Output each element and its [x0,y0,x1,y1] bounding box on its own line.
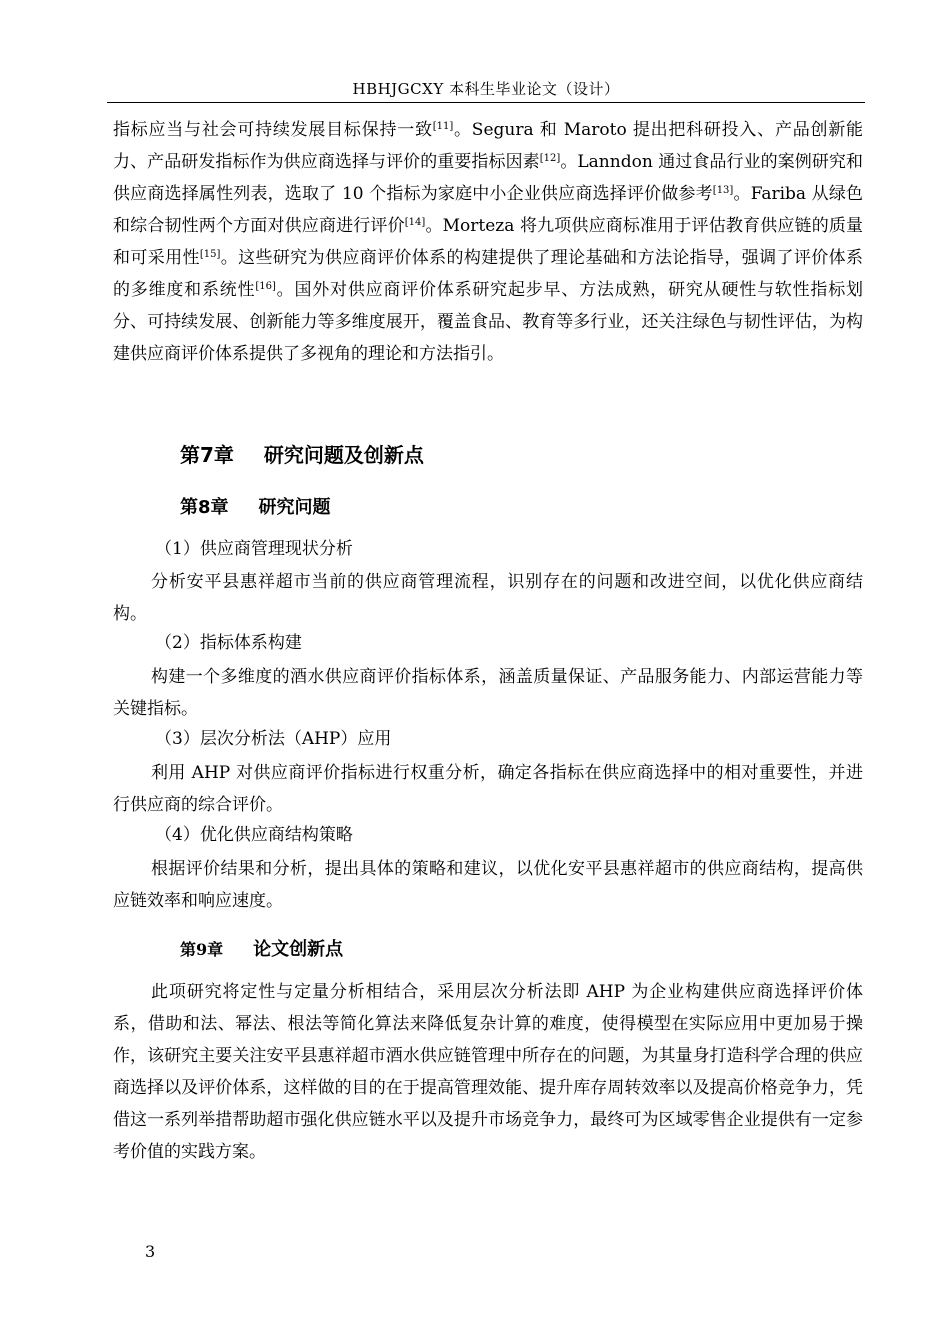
citation-16: [16] [255,281,276,292]
citation-11: [11] [432,121,454,132]
item-1-body: 分析安平县惠祥超市当前的供应商管理流程，识别存在的问题和改进空间，以优化供应商结构。 [113,572,863,624]
chapter-7-heading [180,441,424,469]
intro-text-5: 。Morteza 将九项供应商标准用于评估教育供应链的质量和可采用性 [113,216,864,268]
chapter-9-heading [180,937,343,963]
item-4-title: （4）优化供应商结构策略 [155,825,353,845]
intro-text-2: 。Segura 和 Maroto 提出把科研投入、产品创新能力、产品研发指标作为供应商选择与评价的重要指标因素 [113,120,864,172]
item-2-title: （2）指标体系构建 [155,633,302,653]
chapter-7-title: 研究问题及创新点 [263,443,424,467]
citation-14: [14] [404,217,426,228]
intro-paragraph [113,114,863,370]
item-1-title: （1）供应商管理现状分析 [155,539,353,559]
chapter-9-title: 论文创新点 [253,939,344,960]
header-rule [107,102,865,103]
item-2-body: 构建一个多维度的酒水供应商评价指标体系，涵盖质量保证、产品服务能力、内部运营能力等关键指标。 [113,667,863,719]
citation-15: [15] [199,249,221,260]
chapter-8-number: 第8章 [180,497,229,518]
page-number: 3 [145,1242,156,1261]
item-3-body: 利用 AHP 对供应商评价指标进行权重分析，确定各指标在供应商选择中的相对重要性，并进行供应商的综合评价。 [113,763,863,815]
chapter-7-number: 第7章 [180,443,234,467]
item-4-body: 根据评价结果和分析，提出具体的策略和建议，以优化安平县惠祥超市的供应商结构，提高供应链效率和响应速度。 [113,859,863,911]
intro-text-6: 。这些研究为供应商评价体系的构建提供了理论基础和方法论指导，强调了评价体系的多维度和系统性 [113,248,864,300]
intro-text-1: 指标应当与社会可持续发展目标保持一致 [113,120,433,140]
chapter-9-number: 第9章 [180,940,224,959]
intro-text-7: 。国外对供应商评价体系研究起步早、方法成熟，研究从硬性与软性指标划分、可持续发展、创新能力等多维度展开，覆盖食品、教育等多行业，还关注绿色与韧性评估，为构建供应商评价体系提供了多视角的理论和方法指引。 [113,280,864,364]
citation-12: [12] [539,153,561,164]
chapter-9-body: 此项研究将定性与定量分析相结合，采用层次分析法即 AHP 为企业构建供应商选择评价体系，借助和法、幂法、根法等简化算法来降低复杂计算的难度，使得模型在实际应用中更加易于操作，该研究主要关注安平县惠祥超市酒水供应链管理中所存在的问题，为其量身打造科学合理的供应商选择以及评价体系，这样做的目的在于提高管理效能、提升库存周转效率以及提高价格竞争力，凭借这一系列举措帮助超市强化供应链水平以及提升市场竞争力，最终可为区域零售企业提供有一定参考价值的实践方案。 [113,982,863,1162]
citation-13: [13] [712,185,734,196]
chapter-8-heading [180,495,331,521]
item-3-title: （3）层次分析法（AHP）应用 [155,729,392,749]
chapter-8-title: 研究问题 [258,497,331,518]
intro-text-3: 。Lanndon 通过食品行业的案例研究和供应商选择属性列表，选取了 10 个指标为家庭中小企业供应商选择评价做参考 [113,152,864,204]
intro-text-4: 。Fariba 从绿色和综合韧性两个方面对供应商进行评价 [113,184,863,236]
page-header: HBHJGCXY 本科生毕业论文（设计） [352,80,620,98]
